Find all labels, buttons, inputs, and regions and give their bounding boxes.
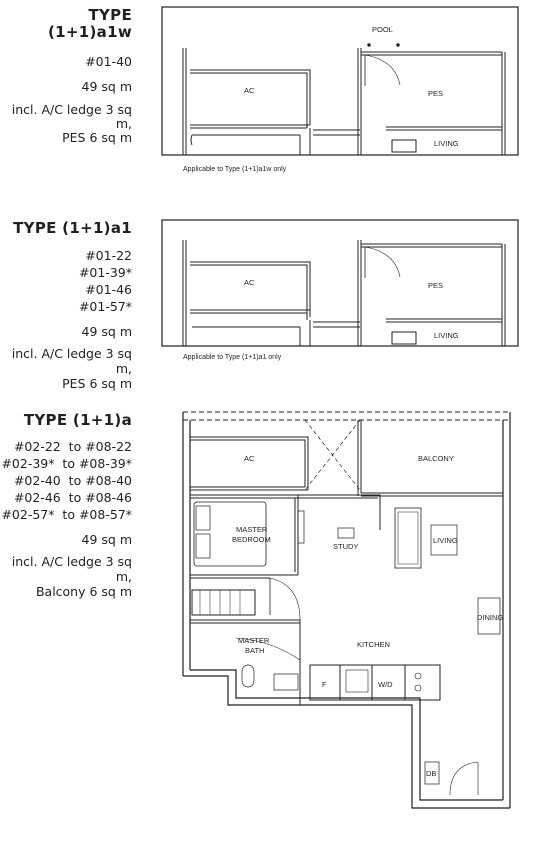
unit-area: 49 sq m — [81, 324, 132, 339]
unit-note: incl. A/C ledge 3 sq m, — [11, 554, 132, 584]
master-bedroom-label: MASTER — [236, 525, 268, 534]
kitchen-label: KITCHEN — [357, 640, 390, 649]
pes-label: PES — [428, 281, 444, 290]
plan-a — [183, 412, 510, 808]
study-label: STUDY — [333, 542, 359, 551]
plan-footnote: Applicable to Type (1+1)a1w only — [183, 166, 287, 173]
db-label: DB — [426, 769, 437, 778]
unit-number: #01-40 — [85, 54, 132, 69]
unit-number: #02-57* to #08-57* — [1, 507, 132, 522]
balcony-label: BALCONY — [418, 454, 454, 463]
plan-footnote: Applicable to Type (1+1)a1 only — [183, 354, 282, 361]
pes-label: PES — [428, 89, 444, 98]
master-bath-label: MASTER — [238, 636, 270, 645]
unit-type-title: TYPE (1+1)a1w — [48, 6, 132, 41]
ac-label: AC — [244, 454, 255, 463]
ac-label: AC — [244, 278, 255, 287]
master-bath-label: BATH — [245, 646, 265, 655]
unit-number: #02-22 to #08-22 — [13, 439, 132, 454]
living-label: LIVING — [433, 536, 458, 545]
master-bedroom-label: BEDROOM — [232, 535, 271, 544]
unit-note: incl. A/C ledge 3 sq m, — [11, 346, 132, 376]
unit-number: #02-40 to #08-40 — [13, 473, 132, 488]
unit-number: #01-22 — [85, 248, 132, 263]
unit-area: 49 sq m — [81, 79, 132, 94]
unit-number: #01-39* — [78, 265, 132, 280]
unit-note: PES 6 sq m — [62, 376, 132, 391]
plan-a1w — [162, 7, 518, 173]
unit-area: 49 sq m — [81, 532, 132, 547]
pool-label: POOL — [372, 25, 393, 34]
unit-note: Balcony 6 sq m — [35, 584, 132, 599]
unit-number: #01-46 — [85, 282, 132, 297]
ac-label: AC — [244, 86, 255, 95]
unit-note: incl. A/C ledge 3 sq m, — [11, 102, 132, 131]
living-label: LIVING — [434, 139, 459, 148]
unit-note: PES 6 sq m — [62, 130, 132, 145]
fridge-label: F — [322, 680, 327, 689]
washer-dryer-label: W/D — [378, 680, 393, 689]
unit-type-title: TYPE (1+1)a1 — [13, 219, 132, 237]
unit-number: #01-57* — [78, 299, 132, 314]
living-label: LIVING — [434, 331, 459, 340]
unit-number: #02-39* to #08-39* — [1, 456, 132, 471]
unit-type-title: TYPE (1+1)a — [23, 411, 132, 429]
unit-number: #02-46 to #08-46 — [13, 490, 132, 505]
dining-label: DINING — [477, 613, 504, 622]
plan-a1 — [162, 220, 518, 361]
